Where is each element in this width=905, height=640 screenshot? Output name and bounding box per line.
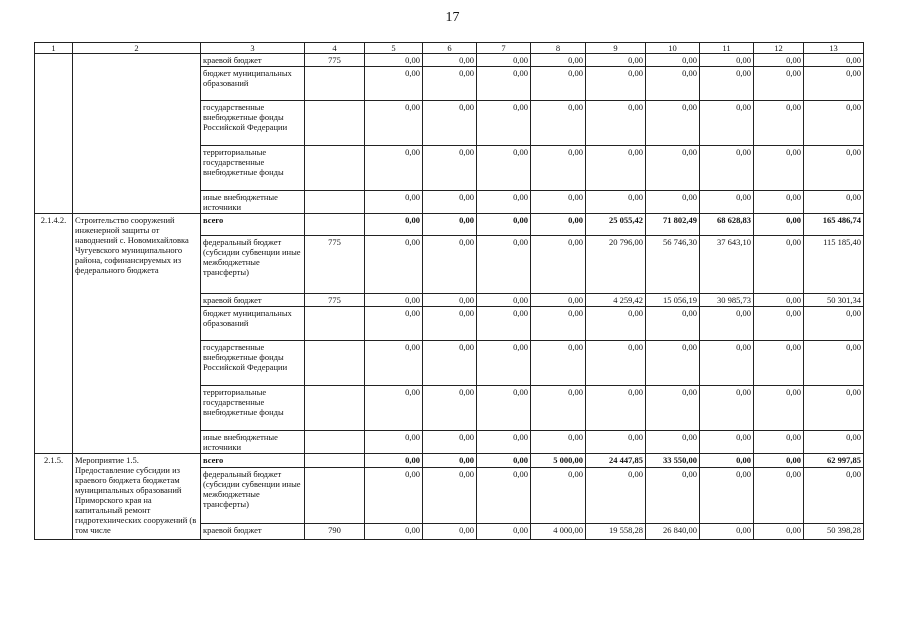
total-amount: 0,00 bbox=[804, 307, 864, 341]
total-amount: 0,00 bbox=[804, 468, 864, 524]
column-number-row bbox=[35, 43, 864, 54]
year-amount: 0,00 bbox=[531, 294, 586, 307]
year-amount: 68 628,83 bbox=[700, 214, 754, 236]
year-amount: 24 447,85 bbox=[586, 454, 646, 468]
column-number: 13 bbox=[804, 43, 864, 54]
item-name: Мероприятие 1.5. Предоставление субсидии из краевого бюджета бюджетам муниципальных образований Приморского края на капитальный ремонт гидротехнических сооружений (в том числе bbox=[73, 454, 201, 540]
year-amount: 0,00 bbox=[700, 431, 754, 454]
year-amount: 0,00 bbox=[586, 386, 646, 431]
year-amount: 0,00 bbox=[423, 191, 477, 214]
year-amount: 26 840,00 bbox=[646, 524, 700, 540]
year-amount: 0,00 bbox=[477, 468, 531, 524]
year-amount: 20 796,00 bbox=[586, 236, 646, 294]
year-amount: 0,00 bbox=[700, 146, 754, 191]
year-amount: 0,00 bbox=[646, 191, 700, 214]
funding-source: федеральный бюджет (субсидии субвенции иные межбюджетные трансферты) bbox=[201, 236, 305, 294]
year-amount: 0,00 bbox=[531, 307, 586, 341]
year-amount: 0,00 bbox=[646, 341, 700, 386]
admin-code bbox=[305, 454, 365, 468]
year-amount: 0,00 bbox=[754, 431, 804, 454]
year-amount: 0,00 bbox=[700, 454, 754, 468]
column-number: 5 bbox=[365, 43, 423, 54]
funding-source: бюджет муниципальных образований bbox=[201, 67, 305, 101]
year-amount: 0,00 bbox=[754, 54, 804, 67]
year-amount: 0,00 bbox=[423, 307, 477, 341]
year-amount: 0,00 bbox=[586, 307, 646, 341]
funding-source: федеральный бюджет (субсидии субвенции иные межбюджетные трансферты) bbox=[201, 468, 305, 524]
year-amount: 0,00 bbox=[477, 341, 531, 386]
year-amount: 0,00 bbox=[754, 67, 804, 101]
year-amount: 0,00 bbox=[423, 341, 477, 386]
year-amount: 4 259,42 bbox=[586, 294, 646, 307]
column-number: 11 bbox=[700, 43, 754, 54]
year-amount: 0,00 bbox=[365, 386, 423, 431]
column-number: 9 bbox=[586, 43, 646, 54]
year-amount: 0,00 bbox=[365, 307, 423, 341]
year-amount: 0,00 bbox=[477, 524, 531, 540]
item-code: 2.1.4.2. bbox=[35, 214, 73, 454]
funding-source: территориальные государственные внебюджетные фонды bbox=[201, 386, 305, 431]
year-amount: 0,00 bbox=[423, 54, 477, 67]
year-amount: 0,00 bbox=[423, 236, 477, 294]
admin-code: 775 bbox=[305, 54, 365, 67]
year-amount: 0,00 bbox=[365, 454, 423, 468]
item-name bbox=[73, 54, 201, 214]
year-amount: 0,00 bbox=[477, 214, 531, 236]
table-row bbox=[35, 214, 864, 236]
year-amount: 0,00 bbox=[754, 454, 804, 468]
total-amount: 115 185,40 bbox=[804, 236, 864, 294]
year-amount: 0,00 bbox=[477, 386, 531, 431]
year-amount: 0,00 bbox=[646, 146, 700, 191]
total-amount: 0,00 bbox=[804, 431, 864, 454]
year-amount: 0,00 bbox=[531, 101, 586, 146]
year-amount: 0,00 bbox=[365, 294, 423, 307]
year-amount: 0,00 bbox=[365, 67, 423, 101]
column-number: 1 bbox=[35, 43, 73, 54]
admin-code bbox=[305, 146, 365, 191]
year-amount: 0,00 bbox=[700, 386, 754, 431]
year-amount: 0,00 bbox=[477, 101, 531, 146]
year-amount: 0,00 bbox=[754, 191, 804, 214]
admin-code: 790 bbox=[305, 524, 365, 540]
year-amount: 0,00 bbox=[477, 191, 531, 214]
year-amount: 0,00 bbox=[423, 431, 477, 454]
year-amount: 37 643,10 bbox=[700, 236, 754, 294]
year-amount: 0,00 bbox=[754, 146, 804, 191]
funding-source: иные внебюджетные источники bbox=[201, 431, 305, 454]
year-amount: 0,00 bbox=[754, 214, 804, 236]
year-amount: 0,00 bbox=[477, 307, 531, 341]
year-amount: 0,00 bbox=[700, 524, 754, 540]
year-amount: 0,00 bbox=[531, 236, 586, 294]
year-amount: 0,00 bbox=[754, 386, 804, 431]
year-amount: 0,00 bbox=[586, 67, 646, 101]
year-amount: 0,00 bbox=[586, 101, 646, 146]
year-amount: 0,00 bbox=[531, 386, 586, 431]
year-amount: 4 000,00 bbox=[531, 524, 586, 540]
year-amount: 0,00 bbox=[531, 431, 586, 454]
year-amount: 0,00 bbox=[646, 101, 700, 146]
year-amount: 0,00 bbox=[646, 307, 700, 341]
year-amount: 0,00 bbox=[531, 54, 586, 67]
year-amount: 0,00 bbox=[646, 386, 700, 431]
year-amount: 5 000,00 bbox=[531, 454, 586, 468]
column-number: 12 bbox=[754, 43, 804, 54]
year-amount: 0,00 bbox=[423, 101, 477, 146]
table-row bbox=[35, 454, 864, 468]
funding-source: краевой бюджет bbox=[201, 54, 305, 67]
year-amount: 0,00 bbox=[531, 468, 586, 524]
column-number: 8 bbox=[531, 43, 586, 54]
year-amount: 0,00 bbox=[531, 214, 586, 236]
total-amount: 0,00 bbox=[804, 341, 864, 386]
funding-source: территориальные государственные внебюджетные фонды bbox=[201, 146, 305, 191]
funding-source: краевой бюджет bbox=[201, 524, 305, 540]
year-amount: 0,00 bbox=[423, 454, 477, 468]
year-amount: 0,00 bbox=[477, 454, 531, 468]
year-amount: 0,00 bbox=[365, 214, 423, 236]
year-amount: 0,00 bbox=[365, 524, 423, 540]
funding-source: государственные внебюджетные фонды Российской Федерации bbox=[201, 101, 305, 146]
admin-code bbox=[305, 307, 365, 341]
year-amount: 71 802,49 bbox=[646, 214, 700, 236]
year-amount: 0,00 bbox=[477, 294, 531, 307]
admin-code bbox=[305, 431, 365, 454]
year-amount: 0,00 bbox=[646, 431, 700, 454]
year-amount: 56 746,30 bbox=[646, 236, 700, 294]
year-amount: 0,00 bbox=[531, 191, 586, 214]
total-amount: 0,00 bbox=[804, 386, 864, 431]
admin-code: 775 bbox=[305, 236, 365, 294]
year-amount: 0,00 bbox=[531, 146, 586, 191]
column-number: 3 bbox=[201, 43, 305, 54]
column-number: 4 bbox=[305, 43, 365, 54]
total-amount: 0,00 bbox=[804, 101, 864, 146]
total-amount: 0,00 bbox=[804, 54, 864, 67]
year-amount: 25 055,42 bbox=[586, 214, 646, 236]
admin-code bbox=[305, 191, 365, 214]
year-amount: 0,00 bbox=[754, 468, 804, 524]
year-amount: 0,00 bbox=[531, 341, 586, 386]
year-amount: 0,00 bbox=[754, 341, 804, 386]
year-amount: 0,00 bbox=[700, 341, 754, 386]
year-amount: 0,00 bbox=[477, 236, 531, 294]
year-amount: 0,00 bbox=[423, 146, 477, 191]
year-amount: 0,00 bbox=[646, 67, 700, 101]
year-amount: 0,00 bbox=[477, 54, 531, 67]
year-amount: 0,00 bbox=[754, 101, 804, 146]
year-amount: 0,00 bbox=[477, 146, 531, 191]
year-amount: 0,00 bbox=[586, 341, 646, 386]
admin-code bbox=[305, 468, 365, 524]
year-amount: 0,00 bbox=[365, 236, 423, 294]
total-amount: 50 301,34 bbox=[804, 294, 864, 307]
year-amount: 0,00 bbox=[423, 214, 477, 236]
year-amount: 0,00 bbox=[365, 191, 423, 214]
year-amount: 0,00 bbox=[700, 54, 754, 67]
funding-source: всего bbox=[201, 454, 305, 468]
funding-source: краевой бюджет bbox=[201, 294, 305, 307]
total-amount: 0,00 bbox=[804, 67, 864, 101]
year-amount: 0,00 bbox=[365, 54, 423, 67]
column-number: 2 bbox=[73, 43, 201, 54]
admin-code bbox=[305, 101, 365, 146]
year-amount: 0,00 bbox=[586, 191, 646, 214]
year-amount: 0,00 bbox=[586, 468, 646, 524]
admin-code bbox=[305, 214, 365, 236]
year-amount: 0,00 bbox=[477, 67, 531, 101]
admin-code bbox=[305, 386, 365, 431]
total-amount: 0,00 bbox=[804, 191, 864, 214]
year-amount: 0,00 bbox=[365, 146, 423, 191]
item-code bbox=[35, 54, 73, 214]
year-amount: 19 558,28 bbox=[586, 524, 646, 540]
page-number: 17 bbox=[445, 10, 460, 25]
year-amount: 0,00 bbox=[700, 307, 754, 341]
year-amount: 0,00 bbox=[646, 468, 700, 524]
year-amount: 0,00 bbox=[754, 307, 804, 341]
column-number: 7 bbox=[477, 43, 531, 54]
year-amount: 33 550,00 bbox=[646, 454, 700, 468]
year-amount: 0,00 bbox=[423, 294, 477, 307]
item-code: 2.1.5. bbox=[35, 454, 73, 540]
total-amount: 50 398,28 bbox=[804, 524, 864, 540]
admin-code bbox=[305, 341, 365, 386]
year-amount: 30 985,73 bbox=[700, 294, 754, 307]
funding-source: бюджет муниципальных образований bbox=[201, 307, 305, 341]
item-name: Строительство сооружений инженерной защиты от наводнений с. Новомихайловка Чугуевского муниципального района, софинансируемых из федерального бюджета bbox=[73, 214, 201, 454]
year-amount: 0,00 bbox=[477, 431, 531, 454]
year-amount: 0,00 bbox=[365, 341, 423, 386]
column-number: 10 bbox=[646, 43, 700, 54]
year-amount: 0,00 bbox=[700, 67, 754, 101]
column-number: 6 bbox=[423, 43, 477, 54]
year-amount: 0,00 bbox=[586, 146, 646, 191]
year-amount: 0,00 bbox=[586, 54, 646, 67]
total-amount: 0,00 bbox=[804, 146, 864, 191]
year-amount: 0,00 bbox=[586, 431, 646, 454]
year-amount: 15 056,19 bbox=[646, 294, 700, 307]
year-amount: 0,00 bbox=[646, 54, 700, 67]
year-amount: 0,00 bbox=[531, 67, 586, 101]
admin-code: 775 bbox=[305, 294, 365, 307]
total-amount: 62 997,85 bbox=[804, 454, 864, 468]
year-amount: 0,00 bbox=[700, 101, 754, 146]
funding-source: всего bbox=[201, 214, 305, 236]
budget-table bbox=[34, 42, 864, 540]
year-amount: 0,00 bbox=[423, 468, 477, 524]
table-row bbox=[35, 54, 864, 67]
year-amount: 0,00 bbox=[754, 236, 804, 294]
year-amount: 0,00 bbox=[700, 468, 754, 524]
year-amount: 0,00 bbox=[423, 524, 477, 540]
year-amount: 0,00 bbox=[700, 191, 754, 214]
year-amount: 0,00 bbox=[754, 524, 804, 540]
year-amount: 0,00 bbox=[365, 101, 423, 146]
funding-source: государственные внебюджетные фонды Российской Федерации bbox=[201, 341, 305, 386]
year-amount: 0,00 bbox=[423, 386, 477, 431]
total-amount: 165 486,74 bbox=[804, 214, 864, 236]
year-amount: 0,00 bbox=[754, 294, 804, 307]
year-amount: 0,00 bbox=[365, 431, 423, 454]
year-amount: 0,00 bbox=[365, 468, 423, 524]
year-amount: 0,00 bbox=[423, 67, 477, 101]
funding-source: иные внебюджетные источники bbox=[201, 191, 305, 214]
admin-code bbox=[305, 67, 365, 101]
